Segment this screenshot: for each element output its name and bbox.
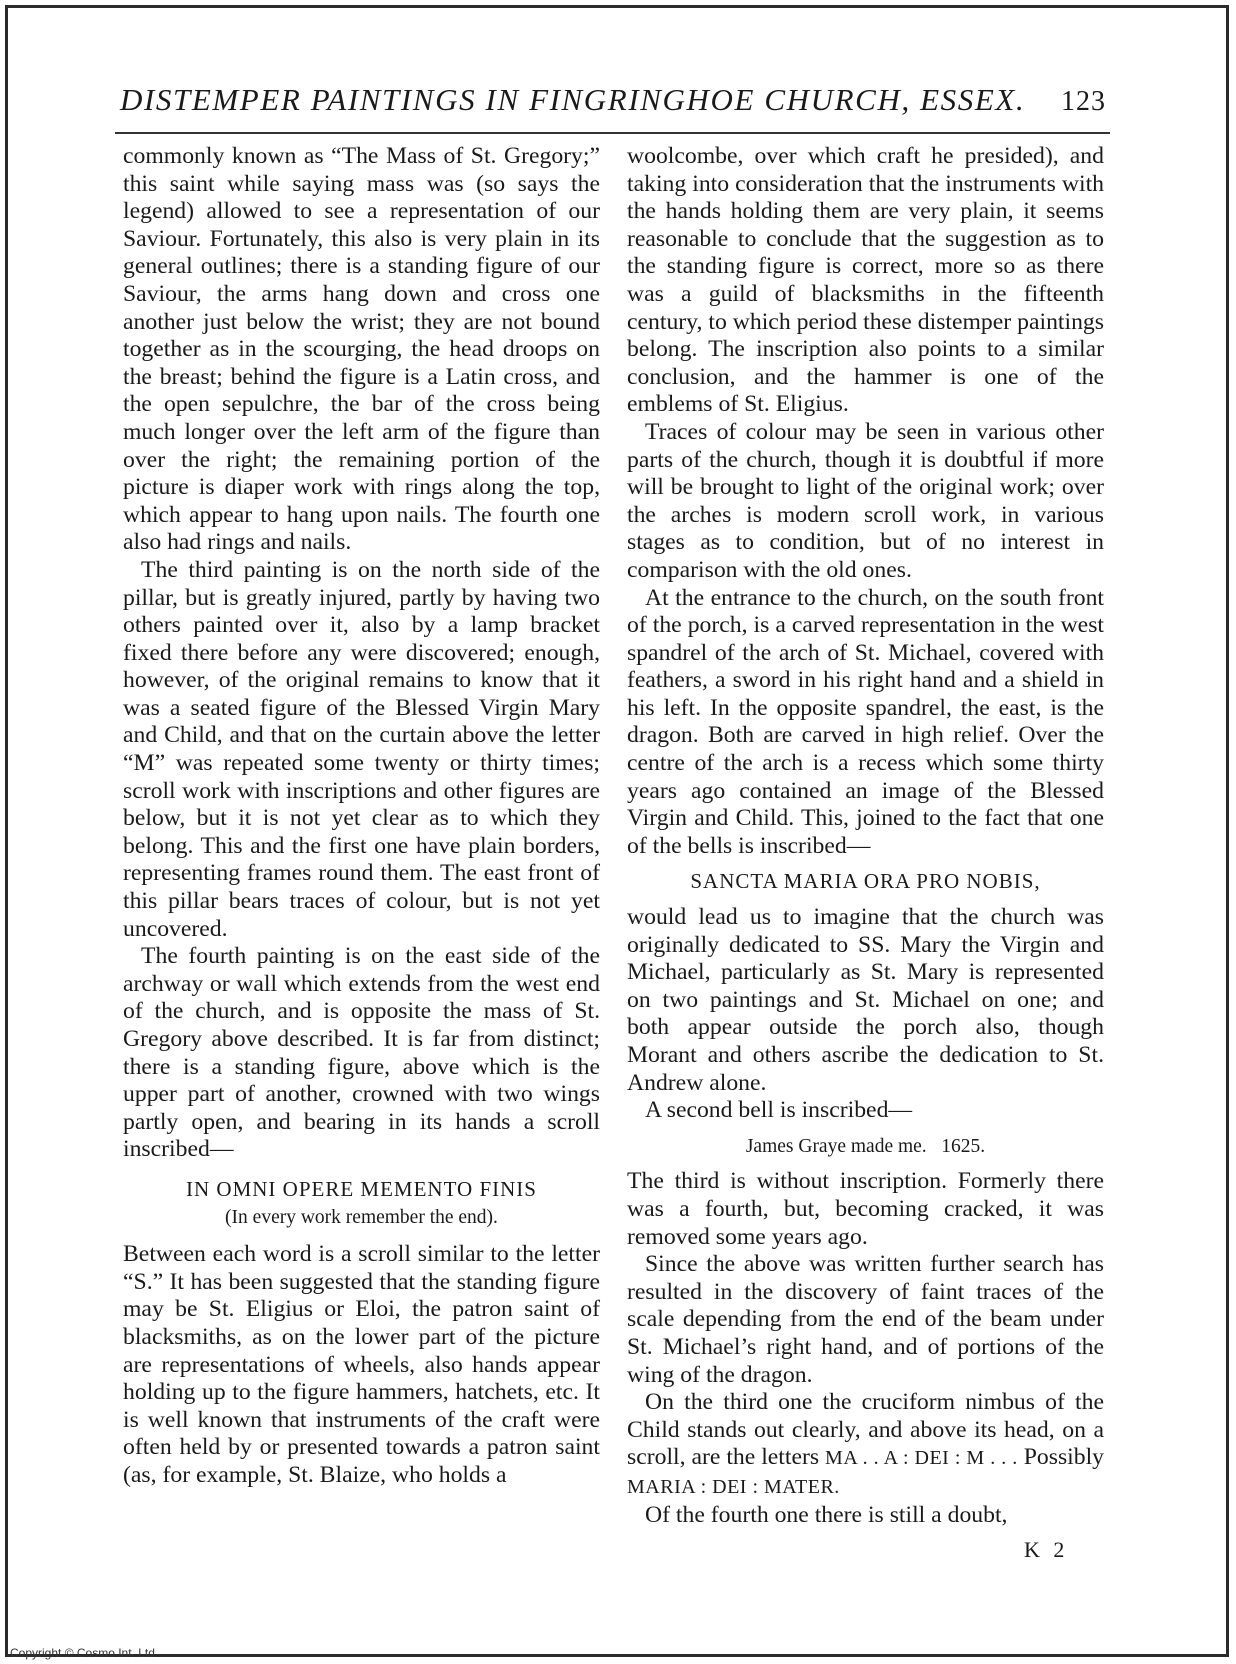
paragraph: Between each word is a scroll similar to the letter “S.” It has been suggested that the standing figure may be St. Eligius or Eloi, the patron saint of blacksmiths, as on the lower part of the picture are representations of wheels, also hands appear holding up to the figure hammers, hatchets, etc. It is well known that instruments of the craft were often held by or presented towards a patron saint (as, for example, St. Blaize, who holds a [123,1241,600,1488]
header-rule [115,132,1110,134]
running-head [120,82,1106,118]
paragraph: Traces of colour may be seen in various other parts of the church, though it is doubtful if more will be brought to light of the original work; over the arches is modern scroll work, in various stages as to condition, but of no interest in comparison with the old ones. [627,418,1104,583]
paragraph: The fourth painting is on the east side of the archway or wall which extends from the west end of the church, and is opposite the mass of St. Gregory above described. It is far from distinct; there is a standing figure, above which is the upper part of another, crowned with two wings partly open, and bearing in its hands a scroll inscribed— [123,943,600,1163]
scroll-reading: MARIA : DEI : MATER. [627,1475,840,1498]
paragraph: would lead us to imagine that the church was originally dedicated to SS. Mary the Virgin and Michael, particularly as St. Mary is represented on two paintings and St. Michael on one; and both appear outside the porch also, though Morant and others ascribe the dedication to St. Andrew alone. [627,904,1104,1096]
bell-inscription: SANCTA MARIA ORA PRO NOBIS, [690,869,1041,894]
paragraph: woolcombe, over which craft he presided), and taking into consideration that the instruments with the hands holding them are very plain, it seems reasonable to conclude that the suggestion as to the standing figure is correct, more so as there was a guild of blacksmiths in the fifteenth century, to which period these distemper paintings belong. The inscription also points to a similar conclusion, and the hammer is one of the emblems of St. Eligius. [627,143,1104,418]
paragraph: Of the fourth one there is still a doubt, [645,1501,1008,1528]
signature-mark: K 2 [1024,1537,1069,1562]
paragraph-text: Possibly [1023,1444,1105,1471]
paragraph-text: On the third one the cruciform nimbus of the Child stands out clearly, and above its head, on a scroll, are the letters [627,1389,1104,1471]
inscription-translation: (In every work remember the end). [225,1206,498,1228]
paragraph: The third painting is on the north side of the pillar, but is greatly injured, partly by having two others painted over it, also by a lamp bracket fixed there before any were discovered; enough, however, of the original remains to know that it was a seated figure of the Blessed Virgin Mary and Child, and that on the curtain above the letter “M” was repeated some twenty or thirty times; scroll work with inscriptions and other figures are below, but it is not yet clear as to which they belong. This and the first one have plain borders, representing frames round them. The east front of this pillar bears traces of colour, but is not yet uncovered. [123,556,600,942]
scroll-letters: MA . . A : DEI : M . . . [825,1447,1018,1470]
paragraph: Since the above was written further search has resulted in the discovery of faint traces of the scale depending from the end of the beam under St. Michael’s right hand, and of portions of the wing of the dragon. [627,1251,1104,1388]
paragraph: A second bell is inscribed— [645,1097,913,1124]
inscription-block [123,1176,600,1231]
running-head-title: DISTEMPER PAINTINGS IN FINGRINGHOE CHURCH, ESSEX. [120,82,1026,117]
paragraph: At the entrance to the church, on the south front of the porch, is a carved representation in the west spandrel of the arch of St. Michael, covered with feathers, a sword in his right hand and a shield in his left. In the opposite spandrel, the east, is the dragon. Both are carved in high relief. Over the centre of the arch is a recess which some thirty years ago contained an image of the Blessed Virgin and Child. This, joined to the fact that one of the bells is inscribed— [627,584,1104,859]
paragraph: commonly known as “The Mass of St. Gregory;” this saint while saying mass was (so says the legend) allowed to see a representation of our Saviour. Fortunately, this also is very plain in its general outlines; there is a standing figure of our Saviour, the arms hang down and cross one another just below the wrist; they are not bound together as in the scourging, the head droops on the breast; behind the figure is a Latin cross, and the open sepulchre, the bar of the cross being much longer over the left arm of the figure than over the right; the remaining portion of the picture is diaper work with rings along the top, which appear to hang upon nails. The fourth one also had rings and nails. [123,143,600,556]
paragraph [627,1389,1104,1501]
right-column [627,143,1104,1529]
inscription-latin: IN OMNI OPERE MEMENTO FINIS [186,1176,537,1201]
bell2-inscription: James Graye made me. 1625. [745,1135,986,1157]
paragraph: The third is without inscription. Formerly there was a fourth, but, becoming cracked, it was removed some years ago. [627,1168,1104,1250]
page-number: 123 [1061,86,1106,117]
copyright-footer: Copyright © Cosmo Int. Ltd [10,1646,155,1660]
left-column [123,143,600,1490]
